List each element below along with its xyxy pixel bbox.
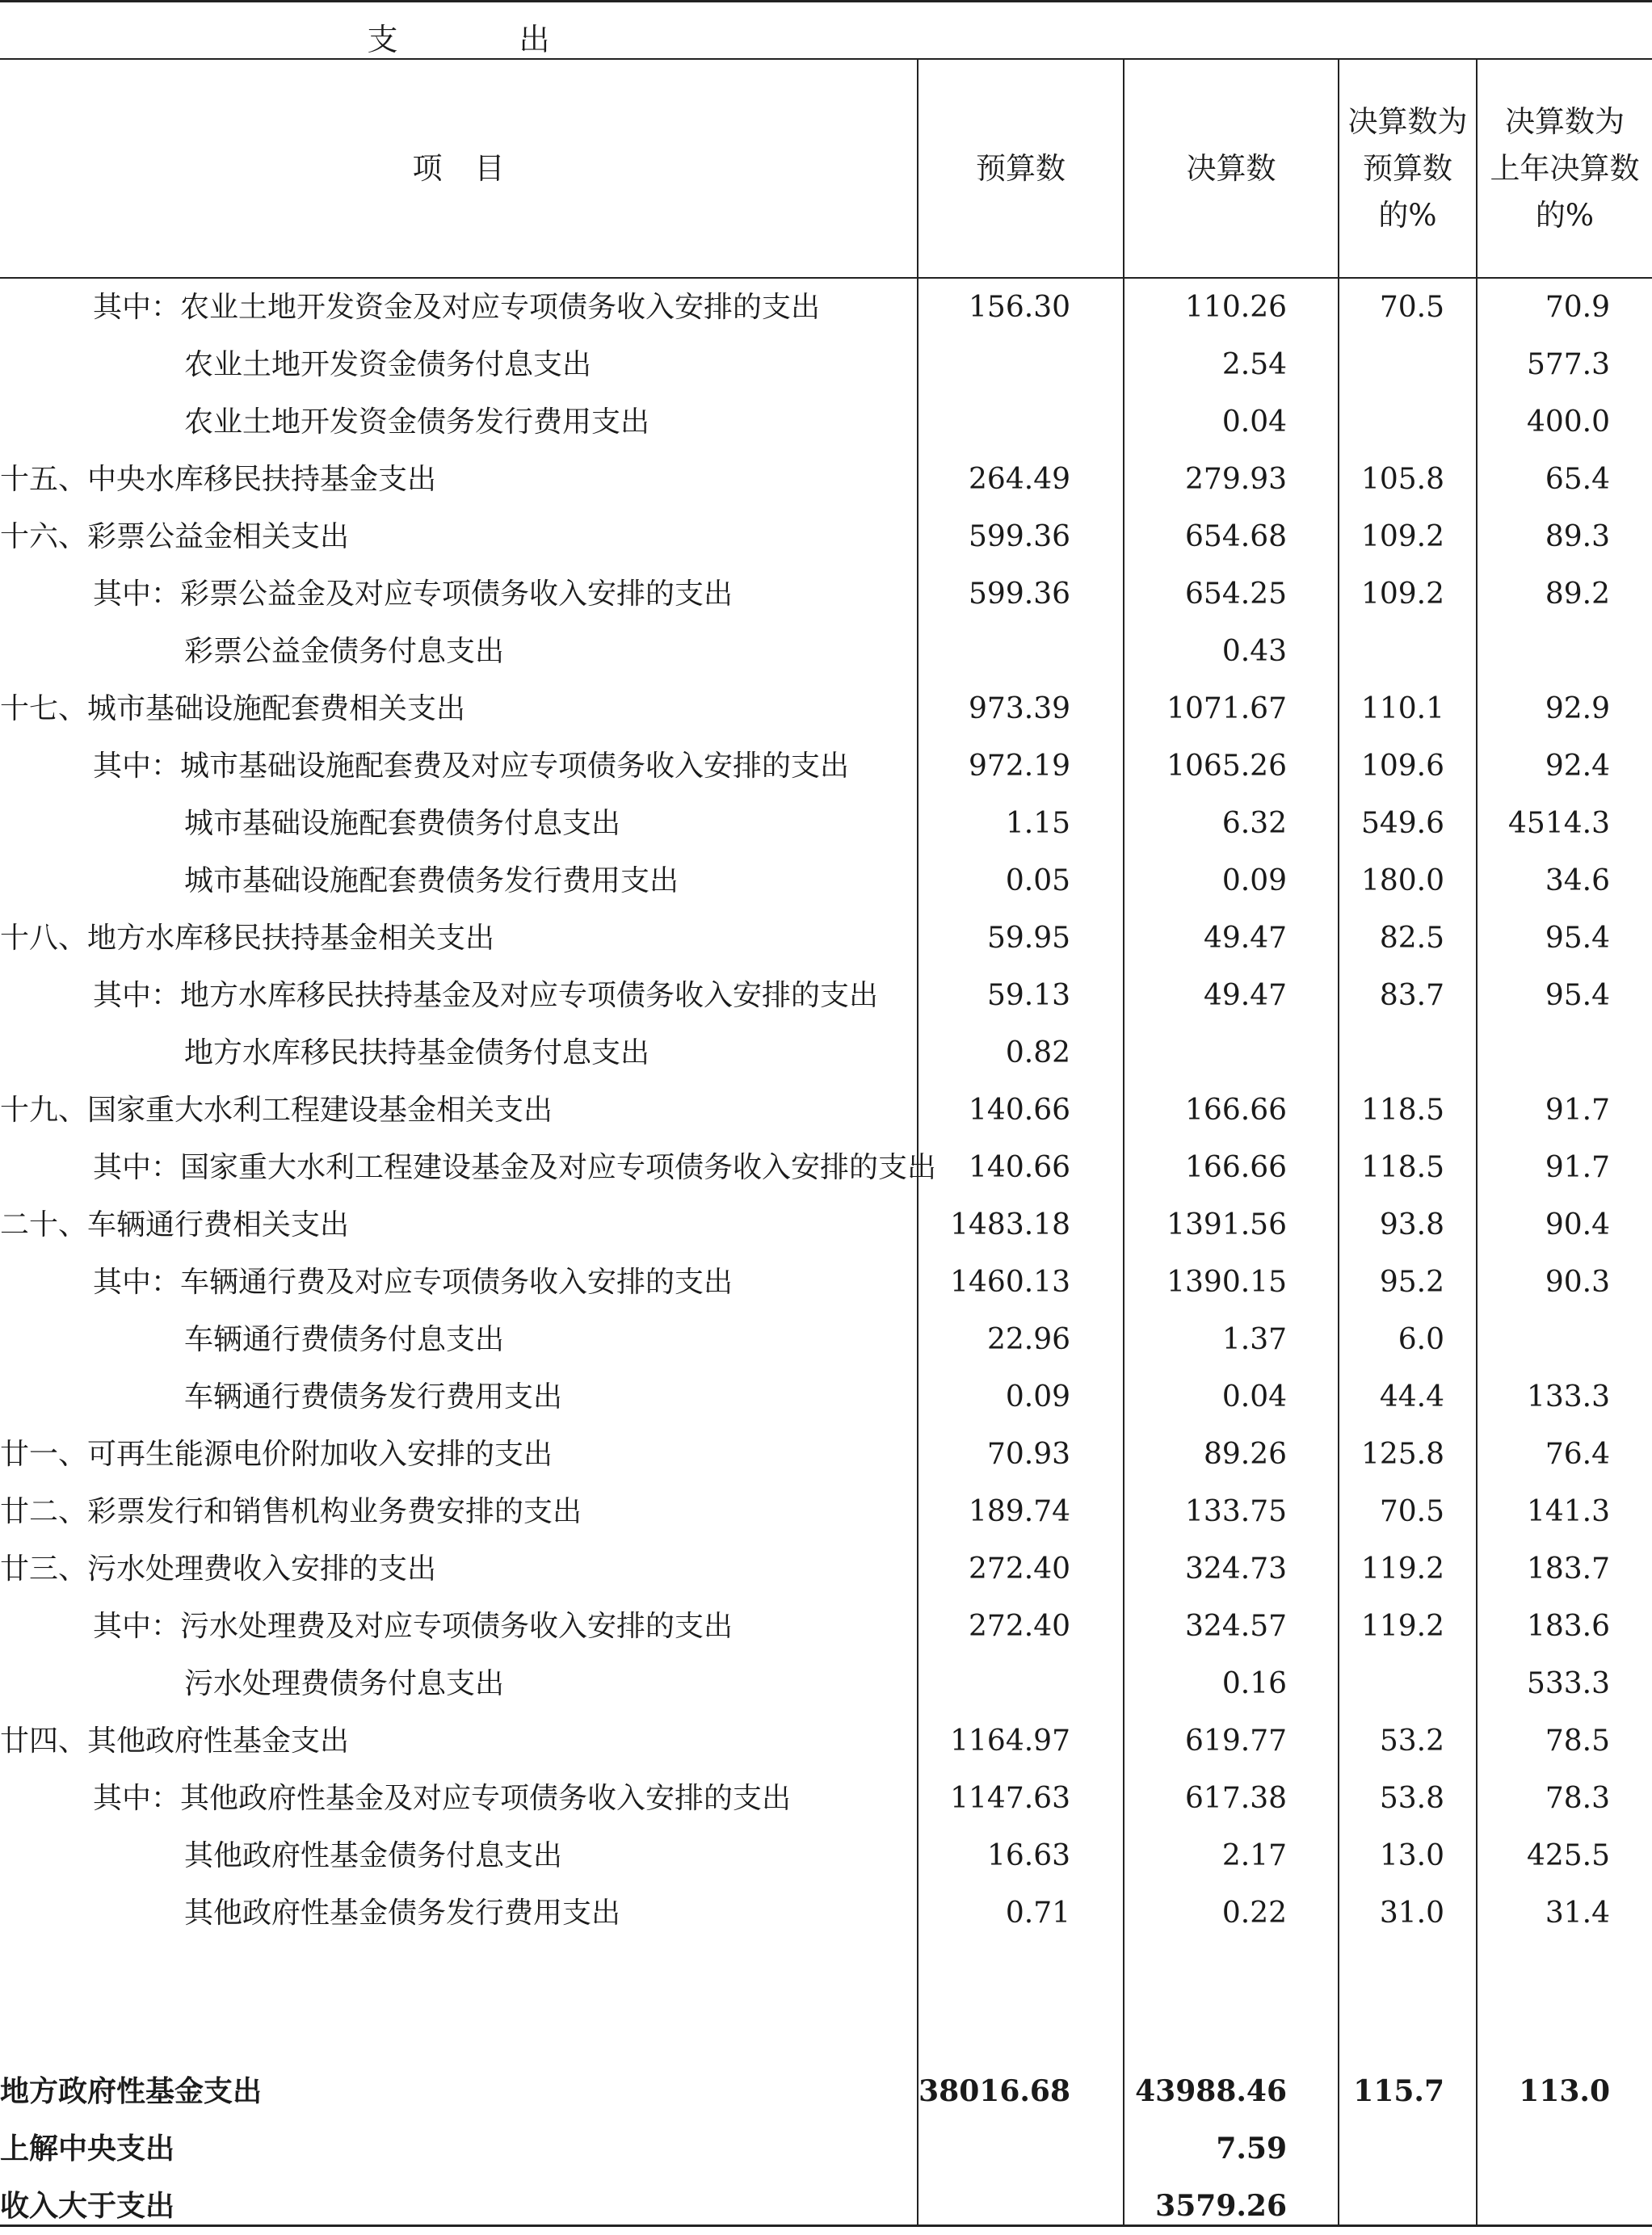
budget-cell: 0.09 [1005,1380,1070,1414]
budget-cell: 272.40 [969,1610,1070,1643]
pct-prev-cell: 31.4 [1545,1897,1610,1930]
pct-prev-cell: 95.4 [1545,922,1610,955]
total-row [0,2178,1652,2235]
table-row [0,1311,1652,1368]
final-cell: 654.25 [1185,578,1287,611]
budget-cell: 0.05 [1005,864,1070,897]
budget-cell: 189.74 [969,1495,1070,1528]
final-cell: 0.22 [1221,1897,1287,1930]
table-top-border [0,0,1652,2]
final-cell: 1391.56 [1166,1208,1287,1241]
table-row [0,336,1652,393]
budget-cell: 22.96 [986,1323,1070,1356]
header-budget: 预算数 [976,151,1066,186]
pct-budget-cell: 70.5 [1379,291,1444,324]
budget-cell: 1164.97 [950,1725,1070,1758]
pct-prev-cell: 34.6 [1545,864,1610,897]
budget-cell: 0.71 [1005,1897,1070,1930]
pct-budget-cell: 180.0 [1360,864,1444,897]
table-row [0,1770,1652,1827]
pct-prev-cell: 90.3 [1545,1266,1610,1299]
pct-budget-cell: 44.4 [1379,1380,1444,1414]
table-row [0,1655,1652,1712]
table-row [0,1598,1652,1655]
final-cell: 89.26 [1203,1438,1287,1471]
pct-budget-cell: 31.0 [1379,1897,1444,1930]
final-cell: 166.66 [1185,1094,1287,1127]
pct-prev-cell: 533.3 [1526,1667,1610,1700]
pct-budget-cell: 95.2 [1379,1266,1444,1299]
budget-cell: 59.95 [986,922,1070,955]
pct-prev-cell: 183.7 [1526,1552,1610,1586]
final-cell: 0.43 [1221,635,1287,668]
pct-prev-cell: 92.9 [1545,692,1610,725]
final-cell: 6.32 [1221,807,1287,840]
item-name-cell: 二十、车辆通行费相关支出 [0,1208,350,1241]
budget-cell: 599.36 [969,520,1070,553]
pct-budget-cell: 13.0 [1379,1839,1444,1872]
table-row [0,393,1652,451]
header-pct-prev-label: 决算数为 上年决算数 的% [1490,104,1640,233]
item-name-cell: 城市基础设施配套费债务发行费用支出 [184,864,679,897]
pct-prev-cell: 89.2 [1545,578,1610,611]
item-name-cell: 十九、国家重大水利工程建设基金相关支出 [0,1094,553,1127]
pct-prev-cell: 90.4 [1545,1208,1610,1241]
table-row [0,1196,1652,1254]
item-name-cell: 十六、彩票公益金相关支出 [0,520,350,553]
budget-cell: 1147.63 [950,1782,1070,1815]
budget-cell: 264.49 [969,463,1070,496]
table-row [0,623,1652,680]
pct-budget-cell: 110.1 [1360,692,1444,725]
item-name-cell: 其他政府性基金债务发行费用支出 [184,1897,621,1930]
final-cell: 654.68 [1185,520,1287,553]
pct-prev-cell: 183.6 [1526,1610,1610,1643]
pct-budget-cell: 125.8 [1360,1438,1444,1471]
section-title: 支 出 [367,21,595,57]
final-cell: 2.17 [1221,1839,1287,1872]
pct-budget-cell: 93.8 [1379,1208,1444,1241]
pct-budget-cell: 119.2 [1360,1610,1444,1643]
final-cell: 1.37 [1221,1323,1287,1356]
table-row [0,1712,1652,1770]
pct-budget-cell: 53.8 [1379,1782,1444,1815]
item-name-cell: 车辆通行费债务发行费用支出 [184,1380,563,1414]
table-row [0,1082,1652,1139]
item-name-cell: 其中：地方水库移民扶持基金及对应专项债务收入安排的支出 [93,979,879,1012]
table-row [0,967,1652,1024]
final-cell: 617.38 [1185,1782,1287,1815]
table-row [0,1426,1652,1483]
total-row [0,2120,1652,2178]
item-name-cell: 城市基础设施配套费债务付息支出 [184,807,621,840]
table-row [0,910,1652,967]
pct-prev-cell: 577.3 [1526,348,1610,381]
pct-budget-cell: 6.0 [1398,1323,1444,1356]
item-name-cell: 其中：其他政府性基金及对应专项债务收入安排的支出 [93,1782,792,1815]
item-name-cell: 农业土地开发资金债务发行费用支出 [184,405,650,439]
final-cell: 324.57 [1185,1610,1287,1643]
budget-cell: 1483.18 [950,1208,1070,1241]
item-name-cell: 车辆通行费债务付息支出 [184,1323,505,1356]
table-row [0,680,1652,737]
budget-cell: 156.30 [969,291,1070,324]
final-cell: 49.47 [1203,979,1287,1012]
table-row [0,279,1652,336]
item-name-cell: 地方政府性基金支出 [0,2074,263,2108]
pct-prev-cell: 92.4 [1545,750,1610,783]
final-cell: 166.66 [1185,1151,1287,1184]
final-cell: 110.26 [1185,291,1287,324]
pct-budget-cell: 70.5 [1379,1495,1444,1528]
table-row [0,1024,1652,1082]
item-name-cell: 其中：国家重大水利工程建设基金及对应专项债务收入安排的支出 [93,1151,937,1184]
final-cell: 0.09 [1221,864,1287,897]
item-name-cell: 其中：农业土地开发资金及对应专项债务收入安排的支出 [93,291,821,324]
pct-prev-cell: 133.3 [1526,1380,1610,1414]
item-name-cell: 十七、城市基础设施配套费相关支出 [0,692,466,725]
final-cell: 3579.26 [1155,2189,1287,2223]
table-row [0,565,1652,623]
header-final: 决算数 [1186,151,1276,186]
header-pct-budget-label: 决算数为 预算数 的% [1347,104,1468,233]
pct-prev-cell: 65.4 [1545,463,1610,496]
item-name-cell: 十五、中央水库移民扶持基金支出 [0,463,437,496]
table-row [0,1884,1652,1942]
pct-budget-cell: 118.5 [1360,1151,1444,1184]
item-name-cell: 十八、地方水库移民扶持基金相关支出 [0,922,495,955]
item-name-cell: 农业土地开发资金债务付息支出 [184,348,592,381]
pct-prev-cell: 91.7 [1545,1151,1610,1184]
item-name-cell: 廿二、彩票发行和销售机构业务费安排的支出 [0,1495,582,1528]
budget-cell: 70.93 [986,1438,1070,1471]
table-row [0,1139,1652,1196]
header-item: 项目 [412,151,537,186]
table-row [0,795,1652,852]
header-pct-budget [1339,60,1476,278]
budget-cell: 38016.68 [918,2074,1070,2108]
table-row [0,1540,1652,1598]
pct-prev-cell: 95.4 [1545,979,1610,1012]
pct-budget-cell: 109.2 [1360,520,1444,553]
pct-prev-cell: 78.3 [1545,1782,1610,1815]
item-name-cell: 其中：彩票公益金及对应专项债务收入安排的支出 [93,578,734,611]
final-cell: 1065.26 [1166,750,1287,783]
item-name-cell: 其他政府性基金债务付息支出 [184,1839,563,1872]
pct-budget-cell: 105.8 [1360,463,1444,496]
item-name-cell: 廿四、其他政府性基金支出 [0,1725,350,1758]
pct-prev-cell: 400.0 [1526,405,1610,439]
budget-cell: 140.66 [969,1094,1070,1127]
item-name-cell: 彩票公益金债务付息支出 [184,635,505,668]
table-row [0,1254,1652,1311]
pct-prev-cell: 4514.3 [1508,807,1610,840]
final-cell: 49.47 [1203,922,1287,955]
pct-prev-cell: 91.7 [1545,1094,1610,1127]
pct-budget-cell: 83.7 [1379,979,1444,1012]
pct-budget-cell: 549.6 [1360,807,1444,840]
final-cell: 2.54 [1221,348,1287,381]
table-row [0,1368,1652,1426]
budget-cell: 272.40 [969,1552,1070,1586]
table-row [0,852,1652,910]
pct-prev-cell: 113.0 [1519,2074,1610,2108]
budget-cell: 0.82 [1005,1036,1070,1069]
budget-cell: 973.39 [969,692,1070,725]
item-name-cell: 地方水库移民扶持基金债务付息支出 [184,1036,650,1069]
item-name-cell: 廿三、污水处理费收入安排的支出 [0,1552,437,1586]
final-cell: 133.75 [1185,1495,1287,1528]
pct-budget-cell: 119.2 [1360,1552,1444,1586]
item-name-cell: 廿一、可再生能源电价附加收入安排的支出 [0,1438,553,1471]
pct-prev-cell: 70.9 [1545,291,1610,324]
table-row [0,451,1652,508]
table-row [0,1483,1652,1540]
pct-budget-cell: 109.6 [1360,750,1444,783]
total-row [0,2063,1652,2120]
budget-cell: 140.66 [969,1151,1070,1184]
final-cell: 7.59 [1216,2132,1287,2166]
item-name-cell: 上解中央支出 [0,2132,175,2166]
final-cell: 1390.15 [1166,1266,1287,1299]
table-row [0,1827,1652,1884]
final-cell: 1071.67 [1166,692,1287,725]
table-row [0,737,1652,795]
final-cell: 619.77 [1185,1725,1287,1758]
item-name-cell: 其中：污水处理费及对应专项债务收入安排的支出 [93,1610,734,1643]
pct-budget-cell: 82.5 [1379,922,1444,955]
pct-prev-cell: 78.5 [1545,1725,1610,1758]
pct-budget-cell: 109.2 [1360,578,1444,611]
pct-budget-cell: 115.7 [1353,2074,1444,2108]
item-name-cell: 收入大于支出 [0,2189,175,2223]
pct-prev-cell: 89.3 [1545,520,1610,553]
item-name-cell: 其中：车辆通行费及对应专项债务收入安排的支出 [93,1266,734,1299]
final-cell: 0.16 [1221,1667,1287,1700]
budget-cell: 599.36 [969,578,1070,611]
table-row [0,508,1652,565]
pct-budget-cell: 53.2 [1379,1725,1444,1758]
item-name-cell: 其中：城市基础设施配套费及对应专项债务收入安排的支出 [93,750,850,783]
final-cell: 0.04 [1221,1380,1287,1414]
final-cell: 279.93 [1185,463,1287,496]
budget-cell: 1.15 [1005,807,1070,840]
final-cell: 0.04 [1221,405,1287,439]
final-cell: 43988.46 [1135,2074,1287,2108]
item-name-cell: 污水处理费债务付息支出 [184,1667,505,1700]
budget-cell: 1460.13 [950,1266,1070,1299]
budget-cell: 16.63 [986,1839,1070,1872]
pct-budget-cell: 118.5 [1360,1094,1444,1127]
pct-prev-cell: 425.5 [1526,1839,1610,1872]
header-pct-prev [1478,60,1652,278]
pct-prev-cell: 141.3 [1526,1495,1610,1528]
budget-cell: 59.13 [986,979,1070,1012]
budget-cell: 972.19 [969,750,1070,783]
final-cell: 324.73 [1185,1552,1287,1586]
pct-prev-cell: 76.4 [1545,1438,1610,1471]
